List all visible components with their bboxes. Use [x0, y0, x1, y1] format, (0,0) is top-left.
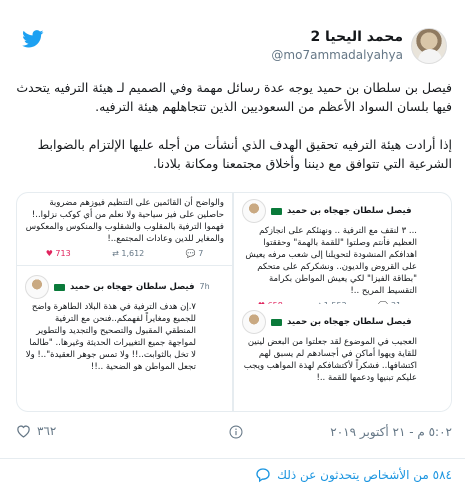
screenshot-header — [234, 193, 452, 225]
author-handle[interactable]: @mo7ammadalyahya — [271, 48, 403, 62]
screenshot-text: ٧.إن هدف الترفية في هذة البلاد الطاهرة واضح للجميع ومغايراً لفهمكم..فنحن مع الترفية المنطقي المقبول والتصحيح والتجديد والتطوير لمواجهة جميع التغييرات الحديثة وغيرها.. "طالما لا تخل بالثوابت..!! ولا تمس جوهر العقيدة"..! ولا تجعل المواطن هو الضحية ..!! — [25, 302, 196, 372]
screenshot-divider — [17, 265, 232, 266]
saudi-flag-icon — [271, 319, 282, 326]
like-button[interactable] — [16, 424, 56, 438]
like-count: ٣٦٢ — [37, 424, 57, 438]
footer-divider — [0, 458, 465, 459]
heart-icon — [16, 424, 31, 438]
saudi-flag-icon — [271, 208, 282, 215]
info-icon[interactable] — [229, 425, 243, 439]
screenshot-author-name: فيصل سلطان جهجاه بن حميد — [287, 317, 412, 327]
media-image-left[interactable] — [17, 193, 232, 412]
screenshot-retweets: ⇄ 1,612 — [112, 249, 145, 258]
twitter-bird-icon[interactable] — [22, 30, 44, 48]
screenshot-text: العجيب في الموضوع لقد جعلتوا من البعض لينين للقاية ويهوا أماكن في أجسادهم لم يسبق لهم اكتشافها.. فشكراً لأكتشافكم لهذة المواهب ويجب عليكم تبنيها ودعمها للقمة ..! — [243, 337, 417, 383]
screenshot-author-name: فيصل سلطان جهجاه بن حميد — [70, 282, 195, 292]
tweet-datetime[interactable]: ٥:٠٢ م - ٢١ أكتوبر ٢٠١٩ — [330, 425, 452, 439]
screenshot-replies: 💬 7 — [185, 249, 204, 258]
screenshot-text-top: والواضح أن القائمين على التنظيم فيوزهم مضروبة حاصلين على فيز سياحية ولا نعلم من أي كوكب نزلوا..! فهموا الترفية بالمقلوب والشقلوب والمنكوس والمعكوس والمغاير للدين وعادات المجتمع..! — [25, 198, 224, 244]
media-image-bottom-right[interactable] — [234, 304, 452, 412]
tweet-paragraph-2: إذا أرادت هيئة الترفيه تحقيق الهدف الذي أنشأت من أجله عليها الإلتزام بالضوابط الشرعية التي تتوافق مع ديننا وأخلاق مجتمعنا ومكانة بلادنا. — [37, 137, 452, 171]
people-talking-text: ٥٨٤ من الأشخاص يتحدثون عن ذلك — [277, 468, 452, 482]
screenshot-likes: ♥ 713 — [45, 249, 71, 258]
screenshot-avatar — [242, 199, 266, 223]
screenshot-avatar — [242, 310, 266, 334]
people-talking-link[interactable] — [16, 464, 452, 486]
comment-icon — [255, 467, 271, 483]
author-avatar[interactable] — [411, 28, 447, 64]
tweet-paragraph-1: فيصل بن سلطان بن حميد يوجه عدة رسائل مهمة وفي الصميم لـ هيئة الترفيه يتحدث فيها بلسان السواد الأعظم من السعوديين الذين تتجاهلهم هيئة الترفيه. — [16, 80, 452, 114]
saudi-flag-icon — [54, 284, 65, 291]
tweet-media-grid[interactable] — [16, 192, 452, 412]
author-name[interactable]: محمد اليحيا 2 — [310, 29, 403, 45]
tweet-meta-row — [16, 424, 452, 444]
screenshot-time: 7h — [199, 282, 210, 291]
tweet-text — [16, 78, 452, 192]
screenshot-text: ... ٣ لنقف مع الترفية .. ونهنئكم على انجازكم العظيم فأنتم وصلتوا "للقمة بالهمة" وحققتوا اهدافكم المنشودة لتحويلنا إلى شعب مرفه يعيش على القروض والديون.. ونشكركم على متحكم "بطاقة الفيزا" لكي يعيش المواطن بكرامة التقسيط المريح ..! — [245, 226, 417, 296]
screenshot-avatar — [25, 275, 49, 299]
screenshot-header — [17, 269, 232, 301]
screenshot-stats — [17, 245, 232, 262]
screenshot-author-name: فيصل سلطان جهجاه بن حميد — [287, 206, 412, 216]
screenshot-header — [234, 304, 452, 336]
